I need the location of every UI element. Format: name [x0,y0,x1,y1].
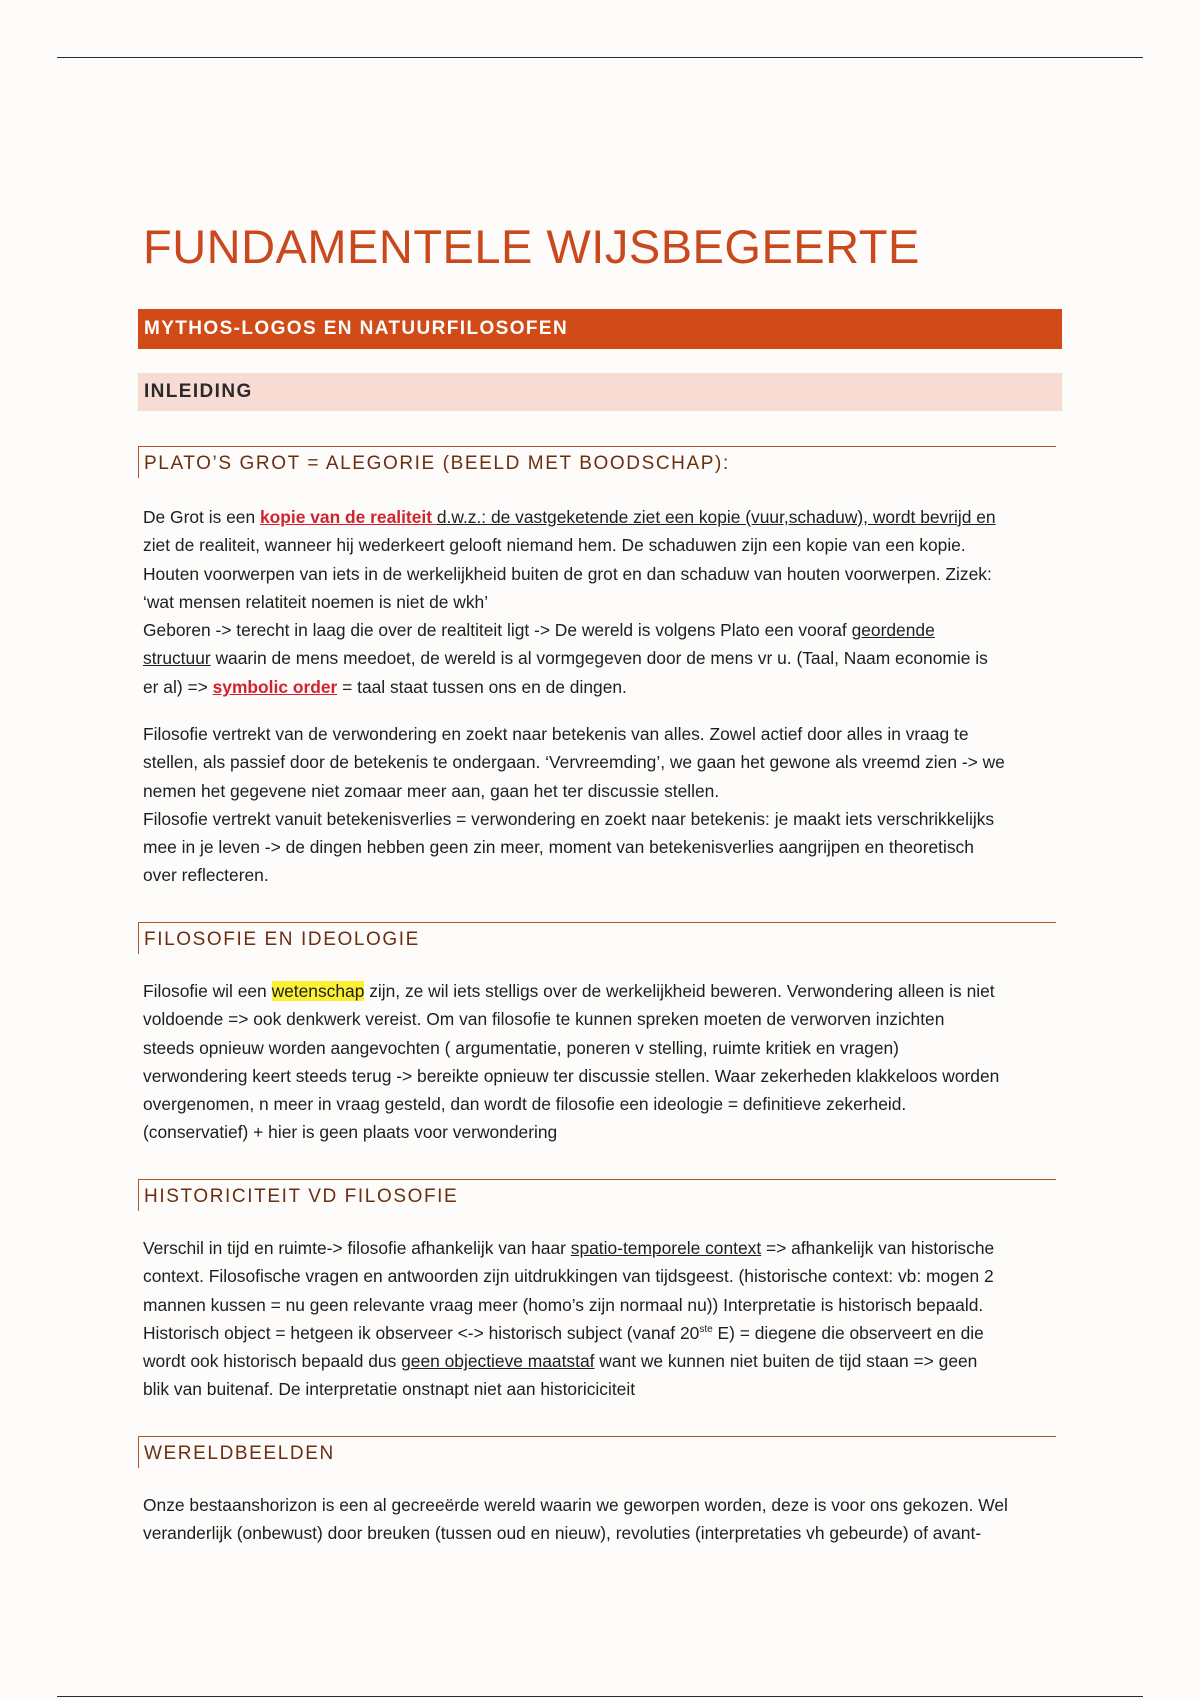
page-top-rule [57,57,1143,58]
highlight-wetenschap: wetenschap [271,981,365,1001]
text-line: ‘wat mensen relatiteit noemen is niet de wkh’ [143,591,489,612]
text-line: Filosofie wil een wetenschap zijn, ze wil iets stelligs over de werkelijkheid beweren. Verwondering alleen is niet [143,981,995,1001]
underline-geordende: geordende [851,620,935,641]
paragraph-plato-2 [143,720,1063,890]
text-line: veranderlijk (onbewust) door breuken (tussen oud en nieuw), revoluties (interpretaties vh gebeurde) of avant- [143,1523,982,1544]
underline-spatio-temporele: spatio-temporele context [570,1238,762,1258]
heading-2-bar: INLEIDING [138,373,1062,411]
heading-historiciteit: HISTORICITEIT VD FILOSOFIE [138,1179,1056,1211]
text-line: Historisch object = hetgeen ik observeer <-> historisch subject (vanaf 20ste E) = diegene die observeert en die [143,1322,984,1343]
text-line: verwondering keert steeds terug -> bereikte opnieuw ter discussie stellen. Waar zekerheden klakkeloos worden [143,1065,1000,1086]
text-line: Houten voorwerpen van iets in de werkelijkheid buiten de grot en dan schaduw van houten voorwerpen. Zizek: [143,563,992,584]
paragraph-plato-1 [143,503,1063,701]
text-line: mee in je leven -> de dingen hebben geen zin meer, moment van betekenisverlies aangrijpen en theoretisch [143,837,974,858]
text-line: wordt ook historisch bepaald dus geen objectieve maatstaf want we kunnen niet buiten de tijd staan => geen [143,1351,978,1372]
emphasis-symbolic-order: symbolic order [212,676,338,697]
text-line: Filosofie vertrekt van de verwondering en zoekt naar betekenis van alles. Zowel actief door alles in vraag te [143,724,969,744]
heading-plato: PLATO’S GROT = ALEGORIE (BEELD MET BOODSCHAP): [138,446,1056,478]
heading-ideologie: FILOSOFIE EN IDEOLOGIE [138,922,1056,954]
text-line: Geboren -> terecht in laag die over de realtiteit ligt -> De wereld is volgens Plato een vooraf geordende [143,620,935,641]
text-line: ziet de realiteit, wanneer hij wederkeert gelooft niemand hem. De schaduwen zijn een kopie van een kopie. [143,535,966,556]
text-line: Verschil in tijd en ruimte-> filosofie afhankelijk van haar spatio-temporele context => afhankelijk van historische [143,1238,995,1258]
text-line: nemen het gegevene niet zomaar meer aan, gaan het ter discussie stellen. [143,780,720,801]
page-bottom-rule [57,1696,1143,1697]
superscript-ste: ste [699,1324,713,1336]
text-line: Filosofie vertrekt vanuit betekenisverlies = verwondering en zoekt naar betekenis: je maakt iets verschrikkelijks [143,808,995,829]
text-line: voldoende => ook denkwerk vereist. Om van filosofie te kunnen spreken moeten de verworven inzichten [143,1009,945,1030]
text-line: blik van buitenaf. De interpretatie onstnapt niet aan historiciciteit [143,1379,636,1400]
paragraph-historiciteit [143,1234,1063,1404]
underline-maatstaf: geen objectieve maatstaf [401,1351,595,1372]
text-line: Onze bestaanshorizon is een al gecreeërde wereld waarin we geworpen worden, deze is voor ons gekozen. Wel [143,1495,1008,1515]
heading-wereldbeelden: WERELDBEELDEN [138,1436,1056,1468]
text-line: steeds opnieuw worden aangevochten ( argumentatie, poneren v stelling, ruimte kritiek en vragen) [143,1037,899,1058]
text-line: De Grot is een kopie van de realiteit d.w.z.: de vastgeketende ziet een kopie (vuur,schaduw), wordt bevrijd en [143,507,996,527]
document-title: FUNDAMENTELE WIJSBEGEERTE [143,220,920,273]
text-line: context. Filosofische vragen en antwoorden zijn uitdrukkingen van tijdsgeest. (historische context: vb: mogen 2 [143,1266,994,1287]
text-line: (conservatief) + hier is geen plaats voor verwondering [143,1122,558,1143]
heading-1-bar: MYTHOS-LOGOS EN NATUURFILOSOFEN [138,309,1062,349]
text-line: er al) => symbolic order = taal staat tussen ons en de dingen. [143,676,627,697]
text-line: overgenomen, n meer in vraag gesteld, dan wordt de filosofie een ideologie = definitieve zekerheid. [143,1094,907,1115]
paragraph-ideologie [143,977,1063,1147]
text-line: structuur waarin de mens meedoet, de wereld is al vormgegeven door de mens vr u. (Taal, Naam economie is [143,648,988,669]
text-line: over reflecteren. [143,865,269,886]
paragraph-wereldbeelden [143,1491,1063,1548]
text-line: mannen kussen = nu geen relevante vraag meer (homo’s zijn normaal nu)) Interpretatie is historisch bepaald. [143,1294,984,1315]
emphasis-kopie: kopie van de realiteit [259,507,437,527]
underline-structuur: structuur [143,648,211,669]
text-line: stellen, als passief door de betekenis te ondergaan. ‘Vervreemding’, we gaan het gewone als vreemd zien -> we [143,752,1005,773]
